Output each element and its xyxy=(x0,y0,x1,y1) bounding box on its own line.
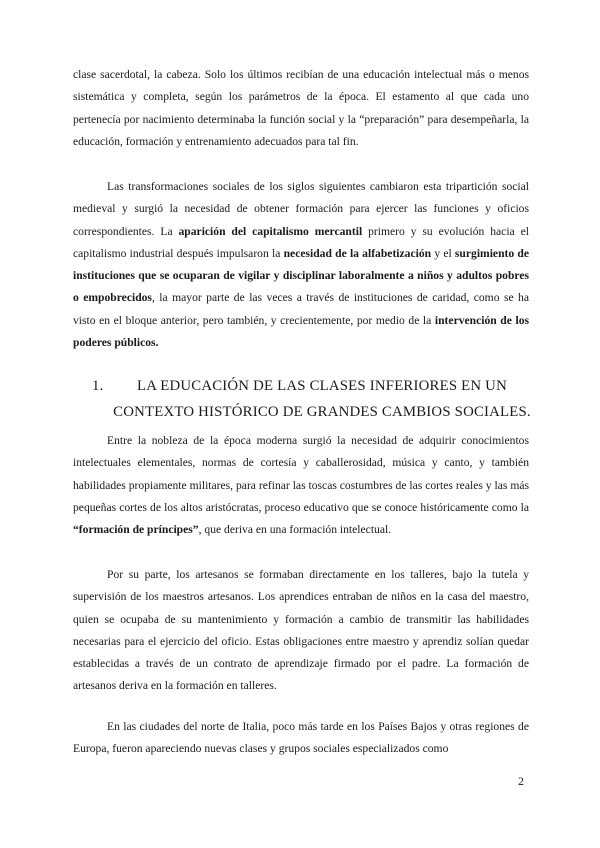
bold-run: intervención de los poderes públicos. xyxy=(73,313,529,350)
bold-run: necesidad de la alfabetización xyxy=(283,246,432,260)
text-run: y el xyxy=(431,246,455,260)
bold-run: surgimiento de instituciones que se ocuparan de vigilar y disciplinar laboralmente a niños y adultos pobres o empobrecidos xyxy=(73,246,529,305)
paragraph-transformaciones xyxy=(73,176,529,354)
page-number: 2 xyxy=(518,774,524,788)
paragraph-estamentos: clase sacerdotal, la cabeza. Solo los últimos recibían de una educación intelectual más o menos sistemática y completa, según los parámetros de la época. El estamento al que cada uno pertenecía por nacimiento determinaba la función social y la “preparación” para desempeñarla, la educación, formación y entrenamiento adecuados para tal fin. xyxy=(73,68,529,148)
paragraph-nobleza xyxy=(73,430,529,541)
bold-run: “formación de príncipes” xyxy=(73,523,199,537)
section-number: 1. xyxy=(92,378,104,394)
text-run: , que deriva en una formación intelectual. xyxy=(198,523,392,537)
section-title: LA EDUCACIÓN DE LAS CLASES INFERIORES EN UN CONTEXTO HISTÓRICO DE GRANDES CAMBIOS SOCIALES. xyxy=(113,378,531,420)
text-run: primero y su evolución hacia el capitalismo industrial después impulsaron la xyxy=(73,224,529,260)
paragraph-artesanos: Por su parte, los artesanos se formaban directamente en los talleres, bajo la tutela y supervisión de los maestros artesanos. Los aprendices entraban de niños en la casa del maestro, quien se ocupaba de su mantenimiento y formación a cambio de transmitir las habilidades necesarias para el ejercicio del oficio. Estas obligaciones entre maestro y aprendiz solían quedar establecidas a través de un contrato de aprendizaje firmado por el padre. La formación de artesanos deriva en la formación en talleres. xyxy=(73,568,529,693)
text-run: Entre la nobleza de la época moderna surgió la necesidad de adquirir conocimientos intelectuales elementales, normas de cortesía y caballerosidad, música y canto, y también habilidades propiamente militares, para refinar las toscas costumbres de las cortes reales y las más pequeñas cortes de los altos aristócratas, proceso educativo que se conoce históricamente como la xyxy=(73,434,529,514)
text-run: , la mayor parte de las veces a través de instituciones de caridad, como se ha visto en el bloque anterior, pero también, y crecientemente, por medio de la xyxy=(73,291,529,327)
text-run: Las transformaciones sociales de los siglos siguientes cambiaron esta tripartición social medieval y surgió la necesidad de obtener formación para ejercer las funciones y oficios correspondientes. La xyxy=(73,180,529,238)
section-heading xyxy=(92,373,532,425)
bold-run: aparición del capitalismo mercantil xyxy=(178,224,363,238)
paragraph-ciudades: En las ciudades del norte de Italia, poco más tarde en los Países Bajos y otras regiones de Europa, fueron apareciendo nuevas clases y grupos sociales especializados como xyxy=(73,720,529,756)
